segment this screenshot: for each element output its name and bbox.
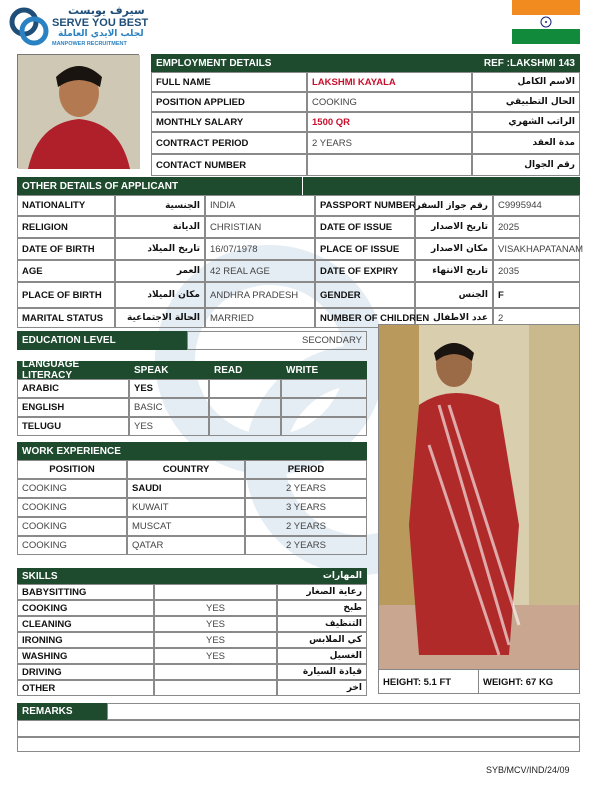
footer-code: SYB/MCV/IND/24/09 <box>486 765 570 775</box>
field-label-ar: رقم الجوال <box>472 154 580 176</box>
skill-row <box>17 680 367 696</box>
employment-table <box>151 72 580 176</box>
field-label-ar: الديانة <box>115 216 205 238</box>
remarks-field <box>107 703 580 720</box>
other-details-title: OTHER DETAILS OF APPLICANT <box>22 180 179 192</box>
field-label-ar: مدة العقد <box>472 132 580 154</box>
field-label-ar: تاريخ الميلاد <box>115 238 205 260</box>
read-value <box>209 417 281 436</box>
language-header-row <box>17 361 367 379</box>
position-col-header: POSITION <box>17 460 127 479</box>
field-value: C9995944 <box>493 195 580 216</box>
skills-title: SKILLS <box>22 570 58 582</box>
remarks-section <box>17 703 580 752</box>
language-name: TELUGU <box>17 417 129 436</box>
field-label-ar: الاسم الكامل <box>472 72 580 92</box>
field-label: PLACE OF ISSUE <box>315 238 415 260</box>
details-row <box>17 216 580 238</box>
skill-name: IRONING <box>17 632 154 648</box>
skill-value: YES <box>154 632 277 648</box>
field-value: 2 <box>493 308 580 328</box>
education-value: SECONDARY <box>187 331 367 350</box>
skill-value: YES <box>154 616 277 632</box>
read-value <box>209 398 281 417</box>
skill-name-ar: كي الملابس <box>277 632 367 648</box>
work-position: COOKING <box>17 536 127 555</box>
work-row <box>17 479 367 498</box>
skill-row <box>17 648 367 664</box>
field-label: CONTRACT PERIOD <box>151 132 307 154</box>
reference-number: REF :LAKSHMI 143 <box>483 57 575 69</box>
speak-value: BASIC <box>129 398 209 417</box>
work-period: 2 YEARS <box>245 517 367 536</box>
language-table <box>17 361 367 436</box>
skill-name: COOKING <box>17 600 154 616</box>
work-position: COOKING <box>17 498 127 517</box>
skill-name: OTHER <box>17 680 154 696</box>
read-col-header: READ <box>214 364 243 376</box>
skill-name-ar: رعاية الصغار <box>277 584 367 600</box>
details-row <box>17 260 580 282</box>
field-label: NATIONALITY <box>17 195 115 216</box>
field-label-ar: رقم جواز السفر <box>415 195 493 216</box>
field-value: ANDHRA PRADESH <box>205 282 315 308</box>
field-label: PLACE OF BIRTH <box>17 282 115 308</box>
field-label: POSITION APPLIED <box>151 92 307 112</box>
applicant-photo-small <box>17 54 139 168</box>
field-label: PASSPORT NUMBER <box>315 195 415 216</box>
skill-value <box>154 584 277 600</box>
work-row <box>17 517 367 536</box>
field-label: FULL NAME <box>151 72 307 92</box>
field-label: MONTHLY SALARY <box>151 112 307 132</box>
field-label-ar: عدد الاطفال <box>415 308 493 328</box>
field-value: 16/07/1978 <box>205 238 315 260</box>
skill-name: CLEANING <box>17 616 154 632</box>
field-label: DATE OF ISSUE <box>315 216 415 238</box>
employment-row <box>151 112 580 132</box>
brand-tag-ar: لجلب الايدي العاملة <box>58 29 144 39</box>
field-label-ar: مكان الاصدار <box>415 238 493 260</box>
read-value <box>209 379 281 398</box>
employment-header <box>151 54 580 72</box>
work-period: 2 YEARS <box>245 479 367 498</box>
other-details-table <box>17 195 583 328</box>
field-label: MARITAL STATUS <box>17 308 115 328</box>
work-experience-header: WORK EXPERIENCE <box>17 442 367 460</box>
field-value: 2035 <box>493 260 580 282</box>
skill-name-ar: قيادة السيارة <box>277 664 367 680</box>
skill-value <box>154 680 277 696</box>
skills-header <box>17 568 367 584</box>
employment-row <box>151 154 580 176</box>
education-row <box>17 331 367 350</box>
skill-name-ar: طبخ <box>277 600 367 616</box>
write-value <box>281 379 367 398</box>
skill-value: YES <box>154 648 277 664</box>
speak-value: YES <box>129 417 209 436</box>
brand-name-ar: سيرف يوبست <box>68 4 145 17</box>
skill-name: WASHING <box>17 648 154 664</box>
skill-row <box>17 664 367 680</box>
field-label-ar: الحال التطبيقي <box>472 92 580 112</box>
remarks-line <box>17 720 580 737</box>
work-country: SAUDI <box>127 479 245 498</box>
field-label-ar: مكان الميلاد <box>115 282 205 308</box>
skill-value: YES <box>154 600 277 616</box>
work-position: COOKING <box>17 517 127 536</box>
language-row <box>17 379 367 398</box>
field-value: 2025 <box>493 216 580 238</box>
speak-col-header: SPEAK <box>134 364 169 376</box>
field-value: MARRIED <box>205 308 315 328</box>
work-position: COOKING <box>17 479 127 498</box>
remarks-line <box>17 737 580 752</box>
applicant-photo-full <box>378 324 580 694</box>
employment-title: EMPLOYMENT DETAILS <box>156 57 272 69</box>
skill-name-ar: الغسيل <box>277 648 367 664</box>
skill-row <box>17 584 367 600</box>
field-label: DATE OF EXPIRY <box>315 260 415 282</box>
field-label: NUMBER OF CHILDREN <box>315 308 415 328</box>
field-label: CONTACT NUMBER <box>151 154 307 176</box>
remarks-header: REMARKS <box>17 703 107 720</box>
full-name-value: LAKSHMI KAYALA <box>307 72 472 92</box>
field-label-ar: الجنس <box>415 282 493 308</box>
language-name: ENGLISH <box>17 398 129 417</box>
employment-row <box>151 72 580 92</box>
height-value: HEIGHT: 5.1 FT <box>379 670 479 694</box>
field-value: INDIA <box>205 195 315 216</box>
details-row <box>17 282 580 308</box>
language-row <box>17 417 367 436</box>
skill-row <box>17 632 367 648</box>
position-value: COOKING <box>307 92 472 112</box>
field-value: F <box>493 282 580 308</box>
field-label: GENDER <box>315 282 415 308</box>
skills-table <box>17 568 367 696</box>
field-value: 42 REAL AGE <box>205 260 315 282</box>
write-value <box>281 417 367 436</box>
brand-tag: MANPOWER RECRUITMENT <box>52 41 127 47</box>
work-period: 2 YEARS <box>245 536 367 555</box>
skill-row <box>17 600 367 616</box>
field-label: RELIGION <box>17 216 115 238</box>
education-label: EDUCATION LEVEL <box>17 331 187 350</box>
contact-value <box>307 154 472 176</box>
field-label-ar: الجنسية <box>115 195 205 216</box>
contract-value: 2 YEARS <box>307 132 472 154</box>
field-label: AGE <box>17 260 115 282</box>
employment-row <box>151 92 580 112</box>
skill-name-ar: التنظيف <box>277 616 367 632</box>
skill-name: DRIVING <box>17 664 154 680</box>
country-col-header: COUNTRY <box>127 460 245 479</box>
work-period: 3 YEARS <box>245 498 367 517</box>
field-label-ar: تاريخ الاصدار <box>415 216 493 238</box>
salary-value: 1500 QR <box>307 112 472 132</box>
skill-row <box>17 616 367 632</box>
brand-name: SERVE YOU BEST <box>52 17 149 29</box>
write-col-header: WRITE <box>286 364 319 376</box>
field-label-ar: العمر <box>115 260 205 282</box>
work-country: KUWAIT <box>127 498 245 517</box>
language-name: ARABIC <box>17 379 129 398</box>
speak-value: YES <box>129 379 209 398</box>
weight-value: WEIGHT: 67 KG <box>483 676 554 688</box>
work-row <box>17 498 367 517</box>
field-label: DATE OF BIRTH <box>17 238 115 260</box>
work-row <box>17 536 367 555</box>
period-col-header: PERIOD <box>245 460 367 479</box>
work-experience-table <box>17 442 367 555</box>
employment-row <box>151 132 580 154</box>
details-row <box>17 238 583 260</box>
skills-title-ar: المهارات <box>322 571 362 581</box>
field-value: CHRISTIAN <box>205 216 315 238</box>
details-row <box>17 195 580 216</box>
write-value <box>281 398 367 417</box>
logo-icon <box>8 4 50 48</box>
work-country: QATAR <box>127 536 245 555</box>
lang-col-header: LANGUAGE LITERACY <box>22 359 80 381</box>
other-details-header <box>17 177 580 195</box>
work-header-row <box>17 460 367 479</box>
body-stats-row <box>379 669 579 693</box>
field-label-ar: الحالة الاجتماعية <box>115 308 205 328</box>
skill-name: BABYSITTING <box>17 584 154 600</box>
language-row <box>17 398 367 417</box>
field-label-ar: تاريخ الانتهاء <box>415 260 493 282</box>
skill-name-ar: اخر <box>277 680 367 696</box>
skill-value <box>154 664 277 680</box>
company-logo <box>8 4 158 48</box>
field-value: VISAKHAPATANAM <box>493 238 580 260</box>
work-country: MUSCAT <box>127 517 245 536</box>
field-label-ar: الراتب الشهري <box>472 112 580 132</box>
flag-icon <box>512 0 580 44</box>
